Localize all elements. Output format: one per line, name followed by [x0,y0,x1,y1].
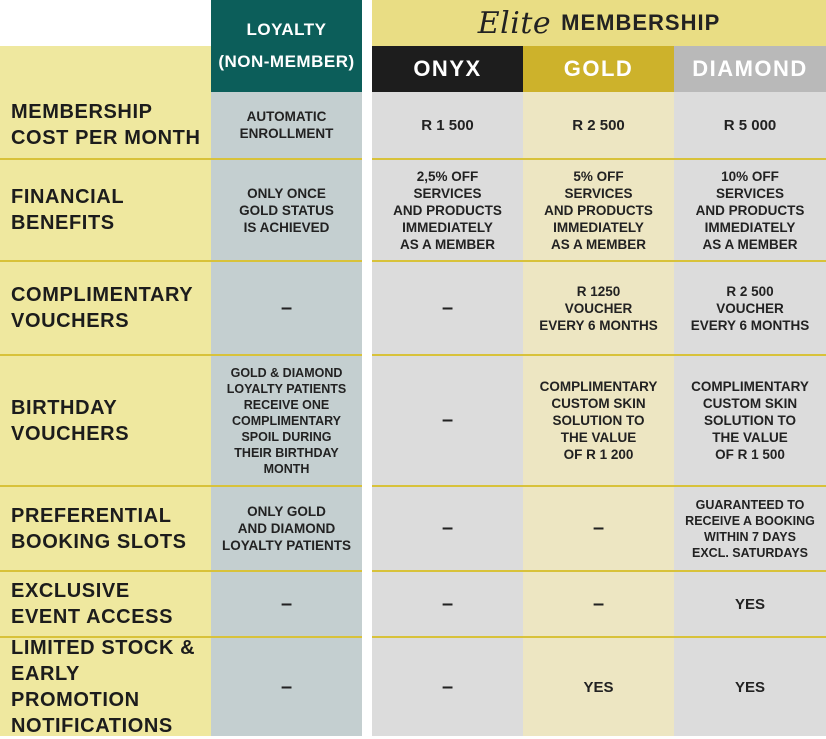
cell-line: AS A MEMBER [550,236,646,252]
cell-value [393,168,502,253]
cell-value [696,168,805,253]
cell-diamond-row2 [674,262,826,354]
cell-line: IS ACHIEVED [243,219,330,235]
cell-gold-row3 [523,356,674,485]
cell-value [544,168,653,253]
cell-value [442,297,453,320]
cell-line: COMPLIMENTARY [539,379,658,394]
cell-onyx-row0 [372,92,523,158]
cell-line: – [441,517,454,539]
cell-line: MEMBERSHIP [11,101,153,123]
cell-loyalty-row3 [211,356,362,485]
loyalty-header-line2: (NON-MEMBER) [218,52,355,71]
cell-line: COMPLIMENTARY [231,413,342,428]
cell-gold-row0 [523,92,674,158]
cell-line: R 2 500 [572,116,625,134]
cell-line: ENROLLMENT [239,126,334,141]
cell-line: – [441,296,454,319]
cell-line: ONLY ONCE [247,185,326,201]
cell-line: ONLY GOLD [247,504,326,519]
cell-value [735,678,765,697]
cell-value [691,283,810,334]
cell-line: COMPLIMENTARY [691,379,809,394]
cell-line: GUARANTEED TO [695,497,805,512]
cell-loyalty-row5 [211,572,362,636]
cell-diamond-row0 [674,92,826,158]
cell-line: EVENT ACCESS [11,606,174,628]
cell-line: AS A MEMBER [399,236,495,252]
cell-value [227,365,346,477]
cell-line: EVERY 6 MONTHS [690,317,810,333]
cell-line: – [280,675,293,698]
cell-onyx-row4 [372,487,523,570]
cell-gold-row1 [523,160,674,260]
cell-line: R 2 500 [726,283,774,299]
cell-label-row3 [0,356,211,485]
cell-line: YES [583,678,614,696]
cell-onyx-row3 [372,356,523,485]
cell-loyalty-row4 [211,487,362,570]
cell-line: THE VALUE [712,430,788,445]
cell-diamond-row3 [674,356,826,485]
cell-line: RECEIVE ONE [243,397,330,412]
cell-diamond-row1 [674,160,826,260]
cell-onyx-row2 [372,262,523,354]
row-label [11,503,187,555]
cell-value [281,297,292,320]
cell-line: EARLY PROMOTION [11,663,140,711]
cell-value [240,108,334,142]
cell-line: IMMEDIATELY [402,219,493,235]
cell-line: SERVICES [564,185,633,201]
row-label [11,282,193,334]
elite-membership-header [372,0,826,46]
cell-value [593,517,604,540]
cell-line: YES [734,678,765,696]
cell-line: THE VALUE [560,430,637,445]
cell-line: SOLUTION TO [552,413,645,428]
cell-value [685,497,815,561]
tier-gold-header: GOLD [523,46,674,92]
cell-line: SERVICES [715,185,784,201]
cell-loyalty-row6 [211,638,362,736]
cell-line: – [441,592,454,615]
cell-line: COMPLIMENTARY [11,284,194,306]
cell-value [421,116,474,135]
cell-line: AND PRODUCTS [544,202,653,218]
cell-line: – [441,675,454,698]
loyalty-column-header [211,0,362,92]
cell-value [239,185,334,236]
cell-line: VOUCHER [716,300,784,316]
cell-line: R 1250 [576,283,621,299]
cell-loyalty-row1 [211,160,362,260]
cell-line: OF R 1 200 [563,447,634,462]
cell-value [442,517,453,540]
cell-onyx-row1 [372,160,523,260]
row-label [11,635,211,739]
cell-value [281,676,292,699]
cell-line: R 5 000 [723,116,777,134]
cell-onyx-row6 [372,638,523,736]
cell-line: AUTOMATIC [246,109,327,124]
elite-script-logo: Elite [477,5,552,41]
cell-value [540,378,658,463]
cell-line: RECEIVE A BOOKING [685,513,815,528]
cell-label-row1 [0,160,211,260]
cell-line: – [280,296,293,319]
cell-value [724,116,777,135]
cell-value [593,593,604,616]
cell-line: GOLD & DIAMOND [230,365,343,380]
cell-diamond-row6 [674,638,826,736]
cell-label-row6 [0,638,211,736]
cell-gold-row4 [523,487,674,570]
cell-value [572,116,625,135]
cell-line: WITHIN 7 DAYS [704,529,796,544]
cell-line: 10% OFF [721,168,779,184]
cell-line: MONTH [263,461,310,476]
cell-line: YES [734,595,765,613]
cell-label-row4 [0,487,211,570]
cell-line: 2,5% OFF [416,168,479,184]
cell-value [691,378,809,463]
cell-line: BIRTHDAY [11,396,118,419]
cell-value [222,503,351,554]
row-label [11,99,201,151]
cell-line: COST PER MONTH [11,127,201,149]
cell-label-row5 [0,572,211,636]
cell-line: VOUCHERS [11,310,130,332]
cell-diamond-row5 [674,572,826,636]
cell-line: EVERY 6 MONTHS [539,317,658,333]
cell-line: LIMITED STOCK & [11,637,196,659]
tier-diamond-header: DIAMOND [674,46,826,92]
cell-line: VOUCHERS [11,422,130,445]
membership-word: MEMBERSHIP [561,10,721,35]
cell-value [735,595,765,614]
cell-line: AS A MEMBER [702,236,798,252]
cell-gold-row5 [523,572,674,636]
row-label [11,184,124,236]
cell-line: OF R 1 500 [715,447,785,462]
cell-label-row0 [0,92,211,158]
loyalty-header-line1: LOYALTY [246,20,327,39]
cell-line: – [441,409,454,431]
cell-loyalty-row0 [211,92,362,158]
cell-line: FINANCIAL [11,186,125,208]
cell-line: – [280,592,293,615]
cell-value [583,678,613,697]
tier-onyx-header: ONYX [372,46,523,92]
row-label [11,395,129,447]
cell-line: EXCLUSIVE [11,580,130,602]
cell-value [442,409,453,432]
cell-line: SERVICES [413,185,482,201]
cell-onyx-row5 [372,572,523,636]
cell-value [442,593,453,616]
cell-line: LOYALTY PATIENTS [221,538,351,553]
cell-line: LOYALTY PATIENTS [226,381,347,396]
cell-line: BENEFITS [11,212,115,234]
header-blank-label-cell [0,46,211,92]
cell-loyalty-row2 [211,262,362,354]
row-label [11,578,173,630]
cell-line: AND PRODUCTS [695,202,805,218]
cell-value [281,593,292,616]
cell-line: THEIR BIRTHDAY [234,445,339,460]
cell-value [442,676,453,699]
cell-line: EXCL. SATURDAYS [692,545,808,560]
cell-line: IMMEDIATELY [553,219,644,235]
cell-line: – [592,517,605,539]
cell-line: SPOIL DURING [241,429,332,444]
cell-line: SOLUTION TO [703,413,796,428]
cell-line: R 1 500 [421,116,474,134]
column-gap [362,0,372,736]
cell-diamond-row4 [674,487,826,570]
cell-line: NOTIFICATIONS [11,715,173,737]
cell-line: CUSTOM SKIN [702,396,798,411]
cell-gold-row6 [523,638,674,736]
cell-label-row2 [0,262,211,354]
cell-line: CUSTOM SKIN [551,396,646,411]
cell-line: GOLD STATUS [239,202,334,218]
cell-line: IMMEDIATELY [704,219,796,235]
cell-line: VOUCHER [564,300,633,316]
cell-line: AND PRODUCTS [393,202,502,218]
cell-line: – [592,592,605,615]
cell-line: AND DIAMOND [237,521,336,536]
cell-line: PREFERENTIAL [11,504,172,527]
cell-line: 5% OFF [573,168,624,184]
cell-line: BOOKING SLOTS [11,530,187,553]
cell-gold-row2 [523,262,674,354]
cell-value [539,283,658,334]
